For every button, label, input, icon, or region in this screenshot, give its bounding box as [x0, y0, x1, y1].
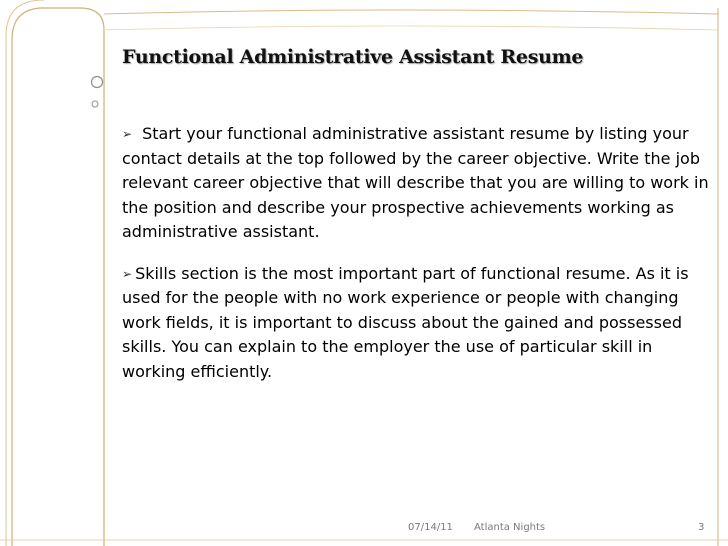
arrow-bullet-icon: ➢ [122, 127, 133, 141]
slide-body [122, 122, 712, 401]
slide-title: Functional Administrative Assistant Resume [122, 46, 584, 68]
decorative-circle-large [92, 77, 103, 88]
bullet-paragraph-1 [122, 122, 712, 245]
decorative-circle-small [92, 101, 98, 107]
footer-title: Atlanta Nights [474, 522, 546, 533]
footer-page-number: 3 [698, 522, 705, 533]
paragraph-text: Start your functional administrative assistant resume by listing your contact details at the top followed by the career objective. Write the job relevant career objective that will describe that you are willing to work in the position and describe your prospective achievements working as administrative assistant. [122, 124, 709, 241]
footer-date: 07/14/11 [408, 522, 453, 533]
paragraph-text: Skills section is the most important part of functional resume. As it is used for the people with no work experience or people with changing work fields, it is important to discuss about the gained and possessed skills. You can explain to the employer the use of particular skill in working efficiently. [122, 263, 689, 381]
bullet-paragraph-2 [122, 262, 712, 385]
arrow-bullet-icon: ➢ [122, 266, 133, 281]
